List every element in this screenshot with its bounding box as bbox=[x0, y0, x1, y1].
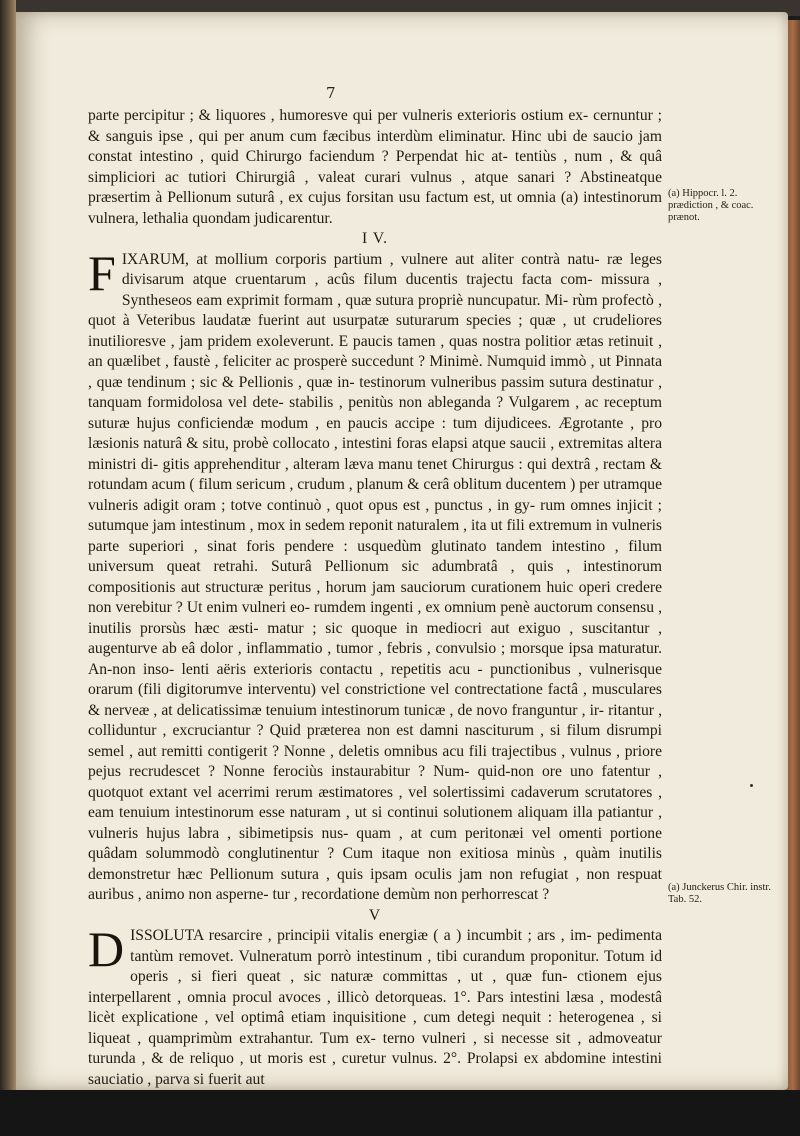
body-text bbox=[88, 106, 662, 1090]
drop-cap-d: D bbox=[88, 921, 125, 977]
bottom-background bbox=[0, 1090, 800, 1136]
ink-mark bbox=[750, 784, 753, 787]
section-v-text: ISSOLUTA resarcire , principii vitalis energiæ ( a ) incumbit ; ars , im- pedimenta tantùm removet. Vulneratum porrò intestinum , tibi curandum proponitur. Totum id operis , si fieri queat , sic naturæ committas , ut , quæ fun- ctionem ejus interpellarent , omnia procul avoces , illicò detorqueas. 1°. Pars intestini læsa , modestâ licèt explicatione , vel optimâ etiam inquisitione , cum detegi nequit : heterogenea , si liqueat , quamprimùm extrahantur. Tum ex- terno vulneri , si necesse sit , admoveatur turunda , & de reliquo , ut moris est , curetur vulnus. 2°. Prolapsi ex abdomine intestini sauciatio , parva si fuerit aut bbox=[88, 927, 662, 1088]
book-binding bbox=[0, 0, 16, 1136]
page-edge-right bbox=[786, 20, 800, 1090]
section-iv-text: IXARUM, at mollium corporis partium , vulnere aut aliter contrà natu- ræ leges divisarum atque cruentarum , acûs filum ducentis trajectu facta com- missura , Syntheseos eam exprimit formam , quæ sutura propriè nuncupatur. Mi- rùm profectò , quot à Veteribus laudatæ fuerint aut usurpatæ suturarum species ; quæ , ut crudeliores inutilioresve , jam pridem exoleverunt. E paucis tamen , quas nostra politior ætas retinuit , an quælibet , faustè , feliciter ac prosperè succedunt ? Minimè. Numquid immò , ut Pinnata , quæ tendinum ; sic & Pellionis , quæ in- testinorum vulneribus passim sutura destinatur , tanquam formidolosa vel dete- stabilis , penitùs non ableganda ? Vulgarem , ac receptum suturæ hujus conficiendæ modum , en paucis accipe : tum dijudicees. Ægrotante , pro læsionis naturâ & situ, probè collocato , intestini foras elapsi atque saucii , extremitas altera ministri di- gitis apprehenditur , alteram læva manu tenet Chirurgus : qui dextrâ , rectam & rotundam acum ( filum sericum , crudum , planum & cerâ oblitum ducentem ) per utramque vulneris adigit oram ; totve continuò , quot opus est , punctus , in gy- rum omnes injicit ; sutumque jam intestinum , mox in sedem reponit naturalem , ita ut fili extremum in vulneris parte superiori , sinat foris pendere : usquedùm glutinato tandem intestino , filum universum queat retrahi. Suturâ Pellionum sic adumbratâ , quis , intestinorum compositionis aut structuræ peritus , horum jam sauciorum curationem huic operi credere non verebitur ? Ut enim vulneri eo- rumdem ingenti , ex omnium penè auctorum consensu , inutilis prorsùs hæc æsti- matur ; sic quoque in mediocri aut exiguo , suscitantur , augenturve ab eâ dolor , inflammatio , tumor , febris , convulsio ; morsque ipsa maturatur. An-non inso- lenti aëris exterioris contactu , repetitis acu - punctionibus , vulnerisque orarum (fili digitorumve interventu) vel constrictione vel contrectatione factâ , musculares & nerveæ , at delicatissimæ tenuium intestinorum tunicæ , de novo franguntur , ir- ritantur , colliduntur , excruciantur ? Quid præterea non est damni nasciturum , si filum disrumpi semel , aut remitti contigerit ? Nonne , deletis omnibus acu fili trajectibus , vulnus , priore pejus recrudescet ? Nonne ferociùs instaurabitur ? Num- quid-non ore uno fatentur , quotquot extant vel acerrimi rerum æstimatores , vel solertissimi cadaverum scrutatores , eam tenuium intestinorum esse naturam , ut si continui solutionem aliquam illa patiantur , vulneris hujus labra , sibimetipsis nus- quam , at cum peritonæi vel omenti portione quâdam solummodò conglutinentur ? Cum itaque non exitiosa minùs , quàm inutilis demonstretur hæc Pellionum sutura , quis ipsam oculis jam non refugiat , non respuat auribus , animo non asperne- tur , recordatione demùm non perhorrescat ? bbox=[88, 250, 662, 903]
section-iv-paragraph bbox=[88, 244, 662, 906]
margin-note-junckerus: (a) Junckerus Chir. instr. Tab. 52. bbox=[668, 882, 771, 905]
margin-note-hippocr: (a) Hippocr. l. 2. prædiction , & coac. prænot. bbox=[668, 188, 754, 223]
paragraph-intro: parte percipitur ; & liquores , humoresve qui per vulneris exterioris ostium ex- cernuntur ; & sanguis ipse , qui per anum cum fæcibus interdùm eliminatur. Hinc ubi de saucio jam constat intestino , quid Chirurgo faciendum ? Perpendat hic at- tentiùs , num , & quâ simpliciori ac tutiori Chirurgiâ , valeat curari vulnus , atque sanari ? Abstineatque præsertim à Pellionum suturâ , ex cujus forsitan usu factum est, ut omnia (a) intestinorum vulnera, lethalia quondam judicarentur. bbox=[88, 107, 662, 227]
drop-cap-f: F bbox=[88, 244, 116, 301]
book-page bbox=[16, 12, 788, 1090]
section-v-paragraph bbox=[88, 921, 662, 1090]
section-heading-v: V bbox=[368, 906, 382, 924]
section-heading-iv: I V. bbox=[362, 230, 388, 247]
page-number: 7 bbox=[326, 84, 336, 102]
